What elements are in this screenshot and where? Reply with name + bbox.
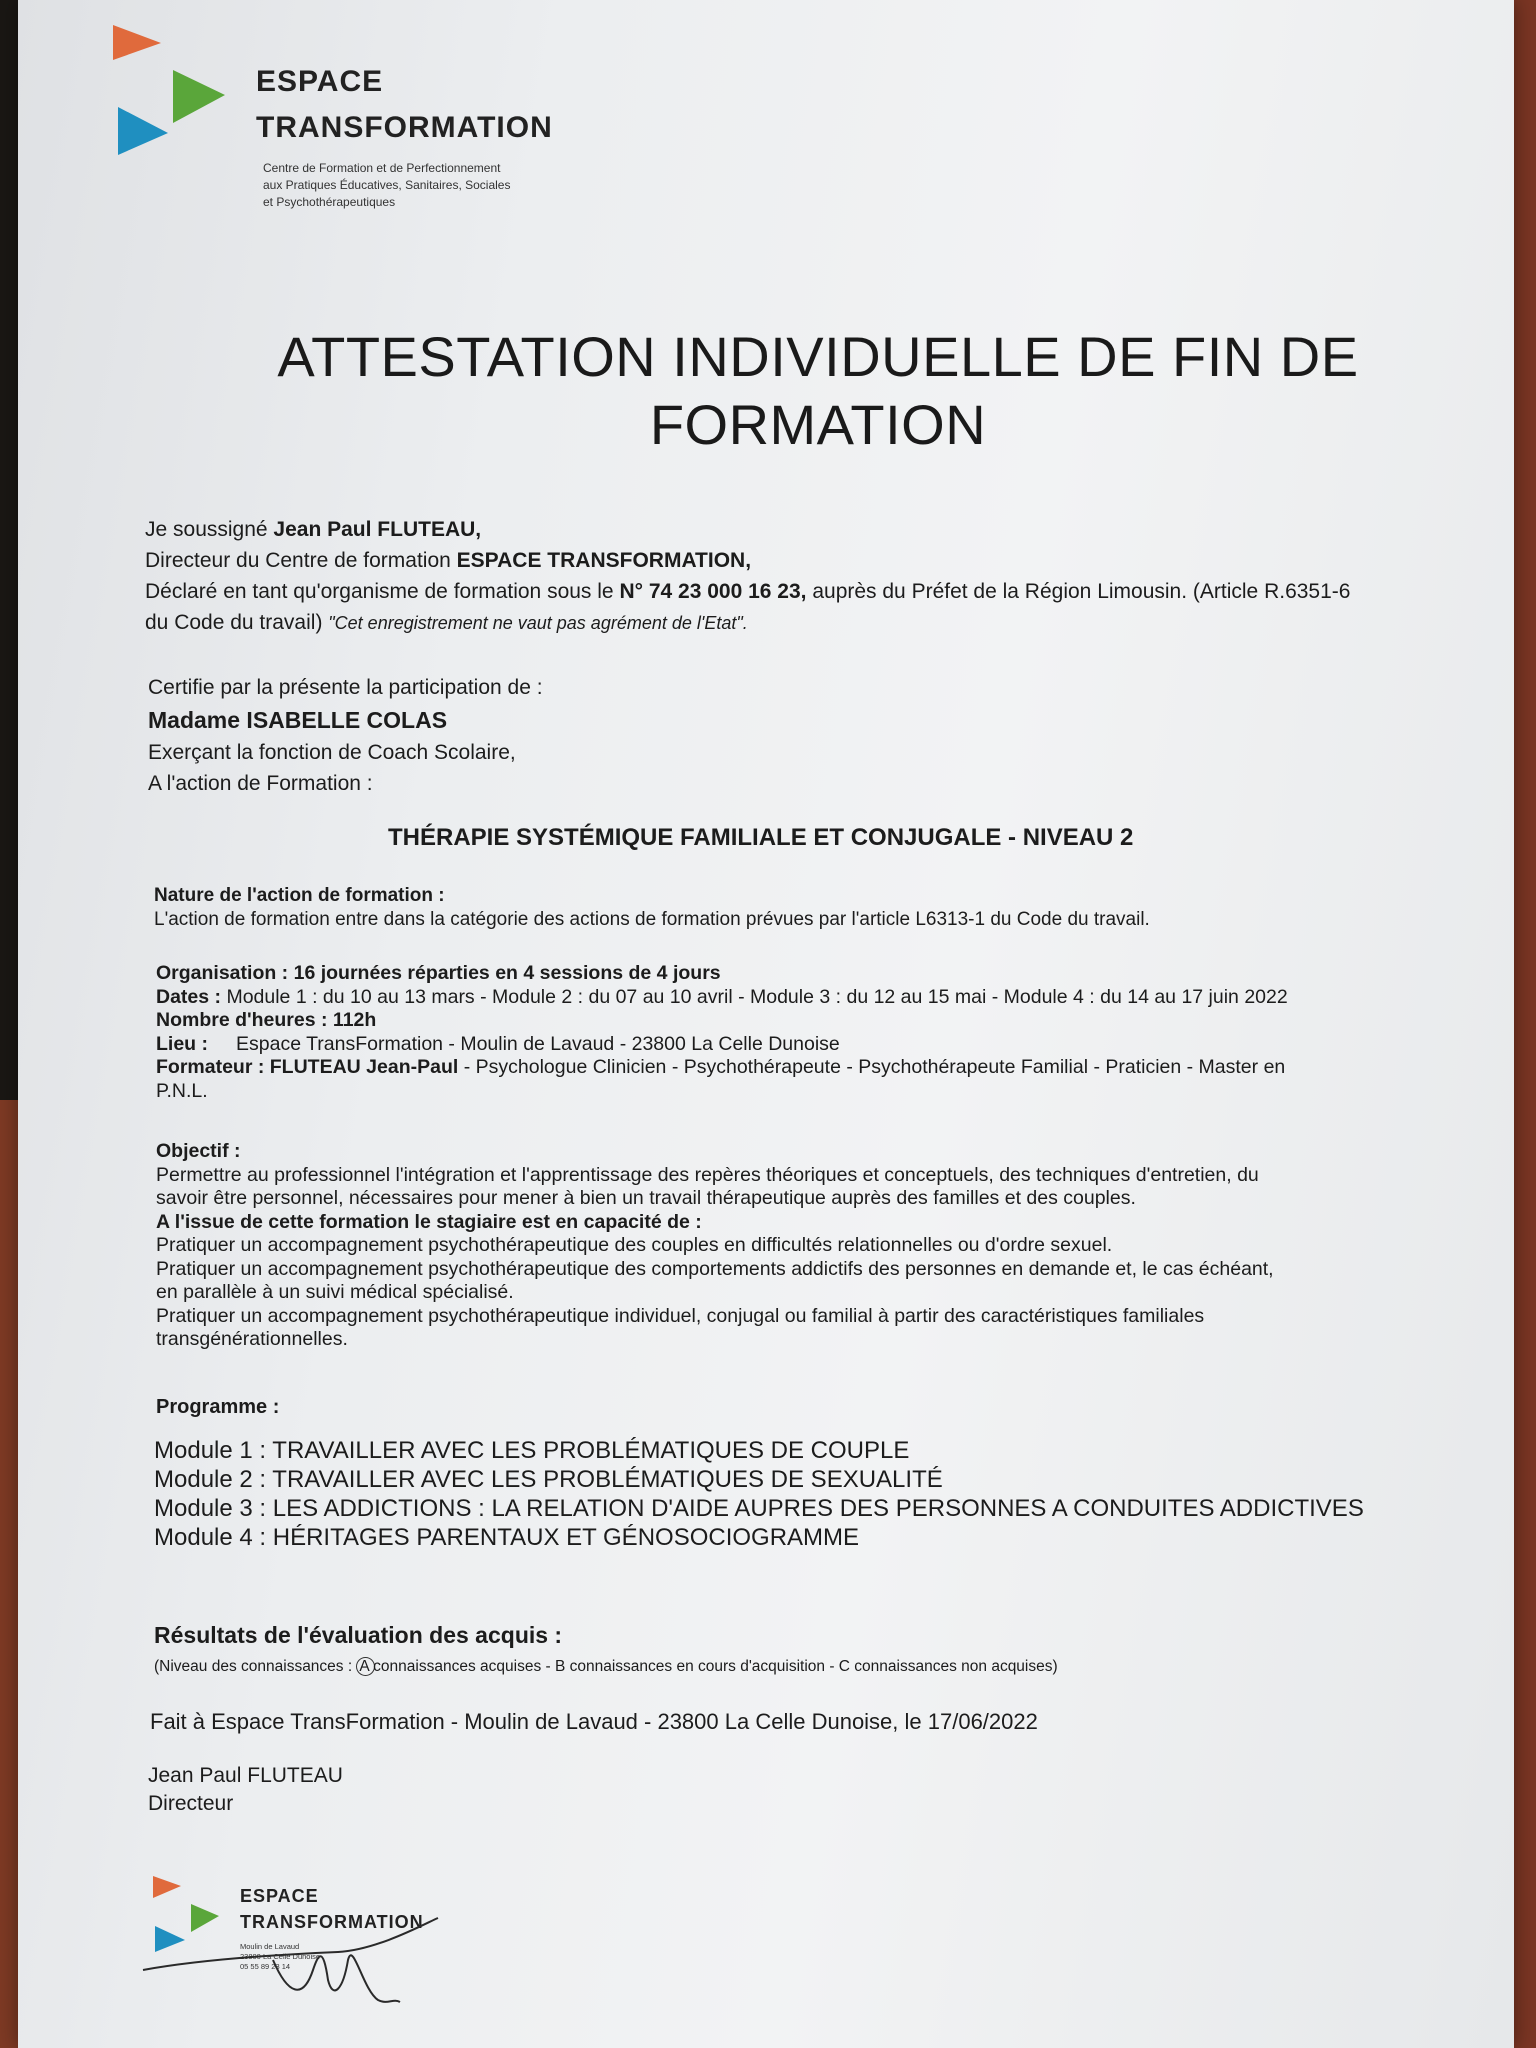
logo-line1: ESPACE xyxy=(256,65,384,98)
registration-number: N° 74 23 000 16 23, xyxy=(619,580,807,603)
participant-name: Madame ISABELLE COLAS xyxy=(148,707,448,733)
certify-line: Certifie par la présente la participation de : xyxy=(148,676,543,699)
logo-tagline xyxy=(263,160,510,211)
intro-l3c: auprès du Préfet de la Région Limousin. (Article R.6351-6 xyxy=(806,580,1351,603)
signoff-name: Jean Paul FLUTEAU xyxy=(148,1764,343,1787)
results-scale-prefix: (Niveau des connaissances : xyxy=(154,1658,357,1675)
module-1: Module 1 : TRAVAILLER AVEC LES PROBLÉMATIQUES DE COUPLE xyxy=(154,1437,910,1464)
dates-line xyxy=(156,986,1516,1010)
course-title: THÉRAPIE SYSTÉMIQUE FAMILIALE ET CONJUGALE - NIVEAU 2 xyxy=(388,824,1134,851)
lieu-value: Espace TransFormation - Moulin de Lavaud - 23800 La Celle Dunoise xyxy=(236,1032,840,1055)
results-scale-options: A connaissances acquises - B connaissances en cours d'acquisition - C connaissances non acquises) xyxy=(359,1658,1058,1675)
intro-l3a: Déclaré en tant qu'organisme de formation sous le xyxy=(145,580,620,603)
organisation-line: Organisation : 16 journées réparties en 4 sessions de 4 jours xyxy=(156,962,721,984)
nature-text: L'action de formation entre dans la catégorie des actions de formation prévues par l'article L6313-1 du Code du travail. xyxy=(154,909,1150,930)
objectif-label: Objectif : xyxy=(156,1140,241,1162)
results-scale xyxy=(154,1656,1058,1678)
intro-line-3 xyxy=(145,576,1485,607)
lieu-line xyxy=(156,1033,1516,1057)
intro-block xyxy=(145,514,1485,639)
formateur-value: - Psychologue Clinicien - Psychothérapeute - Psychothérapeute Familial - Praticien - Master en xyxy=(458,1056,1286,1078)
logo-mark-icon xyxy=(113,25,223,165)
signoff-place: Fait à Espace TransFormation - Moulin de Lavaud - 23800 La Celle Dunoise, le 17/06/2022 xyxy=(150,1709,1038,1734)
programme-label: Programme : xyxy=(156,1396,280,1418)
logo-line2: TRANSFORMATION xyxy=(256,111,553,144)
capacity-5: transgénérationnelles. xyxy=(156,1328,348,1350)
hours-line: Nombre d'heures : 112h xyxy=(156,1009,377,1031)
formateur-label: Formateur : FLUTEAU Jean-Paul xyxy=(156,1056,459,1078)
intro-line-1 xyxy=(145,514,1485,545)
capacity-2: Pratiquer un accompagnement psychothérapeutique des comportements addictifs des personnes en demande et, le cas échéant, xyxy=(156,1257,1274,1280)
capacity-3: en parallèle à un suivi médical spécialisé. xyxy=(156,1281,514,1303)
stamp-address-2: 23800 La Celle Dunoise xyxy=(240,1952,321,1961)
stamp-line1: ESPACE xyxy=(240,1886,319,1906)
dates-value: Module 1 : du 10 au 13 mars - Module 2 : du 07 au 10 avril - Module 3 : du 12 au 15 mai - Module 4 : du 14 au 17 juin 2022 xyxy=(221,985,1288,1008)
capacity-4: Pratiquer un accompagnement psychothérapeutique individuel, conjugal ou familial à partir des caractéristiques familiales xyxy=(156,1304,1205,1327)
module-4: Module 4 : HÉRITAGES PARENTAUX ET GÉNOSOCIOGRAMME xyxy=(154,1524,860,1551)
module-2: Module 2 : TRAVAILLER AVEC LES PROBLÉMATIQUES DE SEXUALITÉ xyxy=(154,1466,943,1493)
participant-role: Exerçant la fonction de Coach Scolaire, xyxy=(148,741,516,764)
organisation-block xyxy=(156,962,1516,1103)
organisation-name: ESPACE TRANSFORMATION, xyxy=(456,549,752,572)
results-label: Résultats de l'évaluation des acquis : xyxy=(154,1622,563,1648)
objectif-block xyxy=(156,1140,1536,1352)
dates-label: Dates : xyxy=(156,985,222,1008)
logo-tagline-2: aux Pratiques Éducatives, Sanitaires, Sociales xyxy=(263,178,511,192)
certify-block xyxy=(148,672,1448,799)
nature-block xyxy=(154,884,1514,932)
intro-l2a: Directeur du Centre de formation xyxy=(145,549,457,572)
logo-tagline-1: Centre de Formation et de Perfectionnement xyxy=(263,161,501,175)
stamp-address-3: 05 55 89 23 14 xyxy=(240,1962,291,1971)
logo-tagline-3: et Psychothérapeutiques xyxy=(263,195,396,209)
capacity-1: Pratiquer un accompagnement psychothérapeutique des couples en difficultés relationnelles ou d'ordre sexuel. xyxy=(156,1234,1113,1256)
formateur-value-2: P.N.L. xyxy=(156,1079,208,1102)
intro-l1a: Je soussigné xyxy=(145,518,274,541)
module-3: Module 3 : LES ADDICTIONS : LA RELATION D'AIDE AUPRES DES PERSONNES A CONDUITES ADDICTIVES xyxy=(154,1495,1364,1522)
lieu-label: Lieu : xyxy=(156,1032,208,1055)
intro-l4a: du Code du travail) xyxy=(145,611,329,634)
nature-label: Nature de l'action de formation : xyxy=(154,885,445,906)
action-label: A l'action de Formation : xyxy=(148,772,373,795)
document-title-line1: ATTESTATION INDIVIDUELLE DE FIN DE xyxy=(277,325,1359,388)
intro-disclaimer: "Cet enregistrement ne vaut pas agrément de l'Etat". xyxy=(328,613,748,633)
signature-icon xyxy=(138,1900,458,2010)
objectif-text-1: Permettre au professionnel l'intégration et l'apprentissage des repères théoriques et conceptuels, des techniques d'entretien, du xyxy=(156,1163,1259,1186)
signatory-name: Jean Paul FLUTEAU, xyxy=(273,518,482,541)
stamp-line2: TRANSFORMATION xyxy=(240,1912,424,1932)
stamp-address-1: Moulin de Lavaud xyxy=(240,1942,300,1951)
objectif-text-2: savoir être personnel, nécessaires pour mener à bien un travail thérapeutique auprès des familles et des couples. xyxy=(156,1187,1136,1209)
intro-line-2 xyxy=(145,545,1485,576)
intro-line-4 xyxy=(145,607,1485,639)
programme-list xyxy=(154,1436,1536,1552)
document-sheet xyxy=(18,0,1514,2048)
capacity-label: A l'issue de cette formation le stagiaire est en capacité de : xyxy=(156,1210,702,1233)
document-title-line2: FORMATION xyxy=(649,393,987,456)
signoff-block xyxy=(148,1762,343,1818)
formateur-line xyxy=(156,1056,1516,1080)
signoff-role: Directeur xyxy=(148,1792,234,1815)
